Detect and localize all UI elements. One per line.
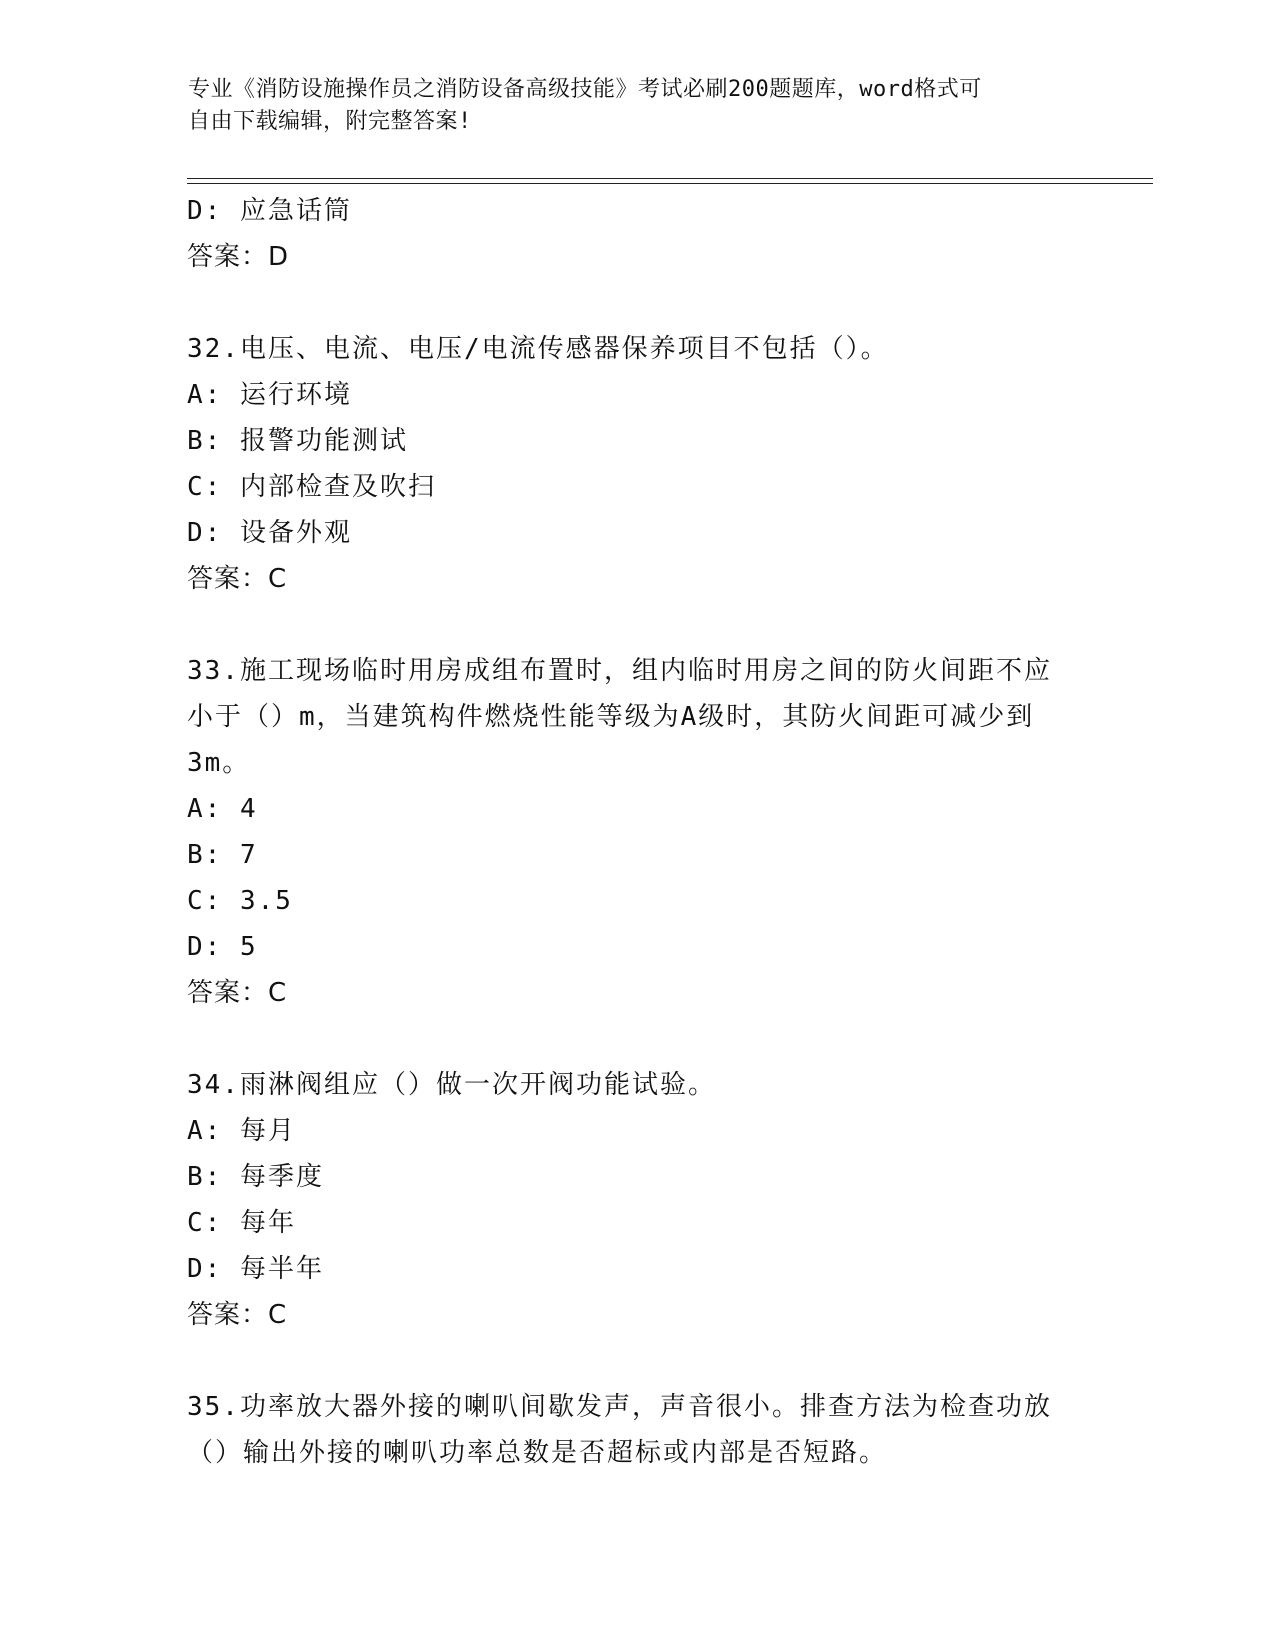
question-stem-line-1: 35.功率放大器外接的喇叭间歇发声，声音很小。排查方法为检查功放 bbox=[187, 1392, 1052, 1422]
option-d: D: 每半年 bbox=[187, 1254, 324, 1284]
answer: 答案：D bbox=[187, 242, 290, 272]
question-stem: 32.电压、电流、电压/电流传感器保养项目不包括（）。 bbox=[187, 334, 889, 364]
answer: 答案：C bbox=[187, 1300, 288, 1330]
answer: 答案：C bbox=[187, 978, 288, 1008]
option-a: A: 每月 bbox=[187, 1116, 296, 1146]
question-34 bbox=[187, 1062, 1087, 1338]
option-b: B: 7 bbox=[187, 840, 258, 870]
header-divider-top bbox=[187, 178, 1153, 179]
question-list bbox=[187, 188, 1087, 1476]
question-33 bbox=[187, 648, 1087, 1016]
question-stem-line-1: 33.施工现场临时用房成组布置时，组内临时用房之间的防火间距不应 bbox=[187, 656, 1052, 686]
document-header bbox=[188, 74, 1088, 138]
question-stem-line-2: 小于（）m，当建筑构件燃烧性能等级为A级时，其防火间距可减少到 bbox=[187, 702, 1035, 732]
question-stem-line-3: 3m。 bbox=[187, 748, 251, 778]
question-32 bbox=[187, 326, 1087, 602]
option-c: C: 内部检查及吹扫 bbox=[187, 472, 436, 502]
option-b: B: 每季度 bbox=[187, 1162, 324, 1192]
option-c: C: 3.5 bbox=[187, 886, 293, 916]
option-d: D: 应急话筒 bbox=[187, 196, 352, 226]
question-31-tail bbox=[187, 188, 1087, 280]
header-divider-bottom bbox=[187, 183, 1153, 184]
option-b: B: 报警功能测试 bbox=[187, 426, 408, 456]
answer: 答案：C bbox=[187, 564, 288, 594]
question-stem-line-2: （）输出外接的喇叭功率总数是否超标或内部是否短路。 bbox=[187, 1438, 888, 1468]
option-d: D: 设备外观 bbox=[187, 518, 352, 548]
question-stem: 34.雨淋阀组应（）做一次开阀功能试验。 bbox=[187, 1070, 716, 1100]
option-c: C: 每年 bbox=[187, 1208, 296, 1238]
option-a: A: 运行环境 bbox=[187, 380, 352, 410]
question-35 bbox=[187, 1384, 1087, 1476]
header-line-1: 专业《消防设施操作员之消防设备高级技能》考试必刷200题题库，word格式可 bbox=[188, 77, 982, 102]
header-line-2: 自由下载编辑，附完整答案! bbox=[188, 109, 472, 134]
option-a: A: 4 bbox=[187, 794, 258, 824]
option-d: D: 5 bbox=[187, 932, 258, 962]
